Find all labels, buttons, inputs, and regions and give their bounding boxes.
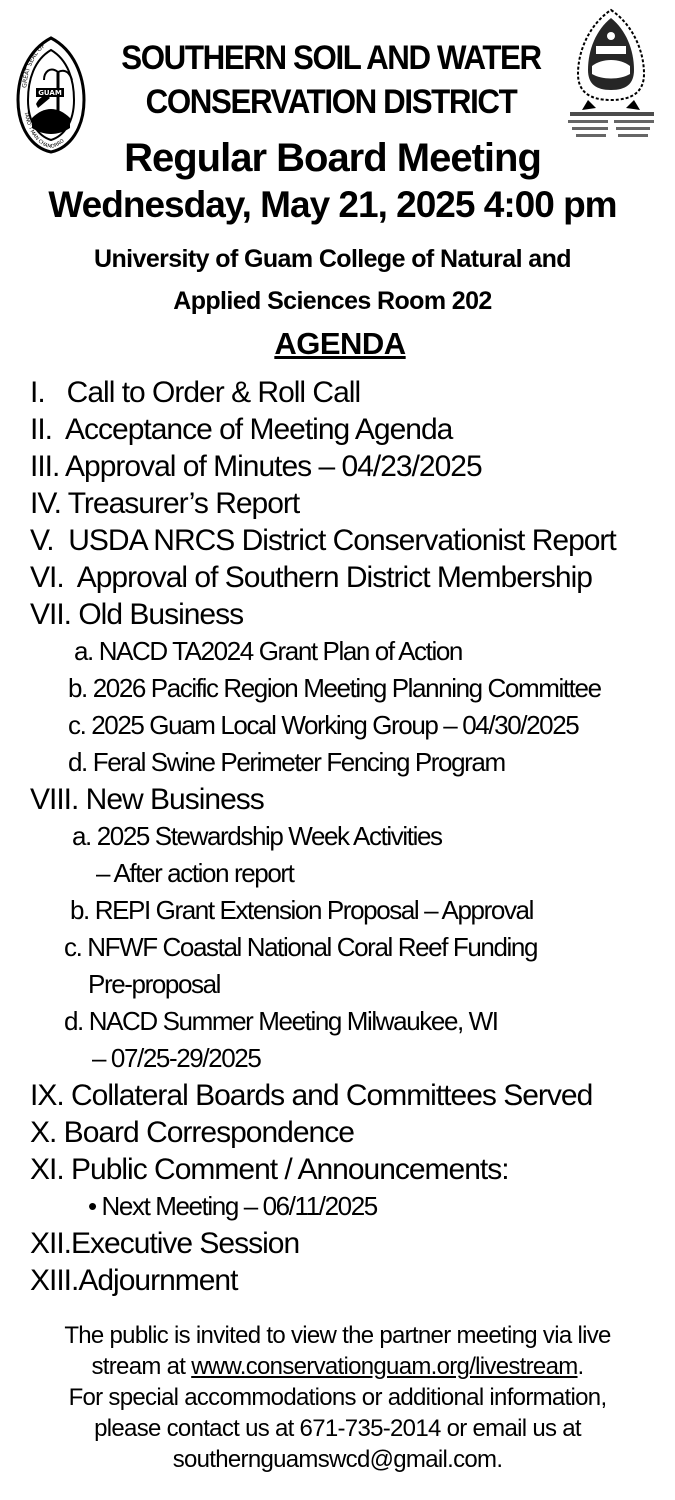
seal-center-text: GUAM: [38, 89, 62, 97]
contact-email[interactable]: southernguamswcd@gmail.com.: [172, 1446, 503, 1473]
agenda-subitem: a. NACD TA2024 Grant Plan of Action: [74, 636, 462, 666]
footer-line3: For special accommodations or additional information,: [68, 1384, 607, 1411]
footer-notice: [0, 1320, 675, 1475]
seal-ring-bottom-text: TANO' I MAN CHAMORRO: [22, 111, 66, 151]
agenda-item: VII. Old Business: [30, 598, 244, 631]
meeting-venue: [40, 238, 625, 322]
seal-ring-top-text: GREAT SEAL OF: [21, 42, 47, 89]
agenda-subitem: Pre-proposal: [88, 969, 221, 999]
agenda-item: IX. Collateral Boards and Committees Served: [30, 1079, 593, 1112]
district-logo-icon: [562, 8, 660, 146]
agenda-item: XI. Public Comment / Announcements:: [30, 1153, 509, 1186]
meeting-date: Wednesday, May 21, 2025 4:00 pm: [48, 184, 617, 225]
agenda-item: I. Call to Order & Roll Call: [30, 376, 361, 409]
venue-line2: Applied Sciences Room 202: [173, 287, 492, 315]
agenda-subitem: – After action report: [96, 858, 294, 888]
agenda-subitem: a. 2025 Stewardship Week Activities: [72, 821, 442, 851]
organization-name-line2: CONSERVATION DISTRICT: [145, 83, 517, 121]
footer-line2: [0, 1351, 675, 1382]
agenda-subitem: – 07/25-29/2025: [92, 1043, 261, 1073]
meeting-title: Regular Board Meeting: [124, 136, 541, 180]
agenda-item: XIII.Adjournment: [30, 1264, 238, 1297]
agenda-item: IV. Treasurer’s Report: [30, 487, 300, 520]
footer-line2-suffix: .: [577, 1353, 584, 1380]
agenda-item: III. Approval of Minutes – 04/23/2025: [30, 450, 482, 483]
agenda-subitem: d. NACD Summer Meeting Milwaukee, WI: [64, 1006, 498, 1036]
agenda-subitem: d. Feral Swine Perimeter Fencing Program: [68, 747, 505, 777]
livestream-link[interactable]: www.conservationguam.org/livestream: [191, 1353, 578, 1380]
footer-line2-prefix: stream at: [91, 1353, 192, 1380]
agenda-item: X. Board Correspondence: [30, 1116, 354, 1149]
agenda-heading: AGENDA: [274, 326, 406, 361]
agenda-subitem: b. REPI Grant Extension Proposal – Approval: [70, 895, 533, 925]
agenda-item: II. Acceptance of Meeting Agenda: [30, 413, 453, 446]
agenda-subitem: • Next Meeting – 06/11/2025: [88, 1191, 377, 1221]
footer-line4: please contact us at 671-735-2014 or email us at: [94, 1415, 581, 1442]
organization-name-line1: SOUTHERN SOIL AND WATER: [121, 39, 541, 77]
agenda-item: V. USDA NRCS District Conservationist Report: [30, 524, 616, 557]
agenda-subitem: b. 2026 Pacific Region Meeting Planning Committee: [68, 673, 601, 703]
agenda-item: VIII. New Business: [30, 783, 264, 816]
footer-line1: The public is invited to view the partner meeting via live: [64, 1322, 611, 1349]
agenda-list: [0, 374, 675, 1299]
organization-name: [115, 36, 547, 124]
agenda-item: VI. Approval of Southern District Membership: [30, 561, 592, 594]
agenda-subitem: c. 2025 Guam Local Working Group – 04/30/2025: [68, 710, 579, 740]
venue-line1: University of Guam College of Natural and: [94, 245, 571, 273]
agenda-subitem: c. NFWF Coastal National Coral Reef Funding: [64, 932, 538, 962]
agenda-item: XII.Executive Session: [30, 1227, 300, 1260]
